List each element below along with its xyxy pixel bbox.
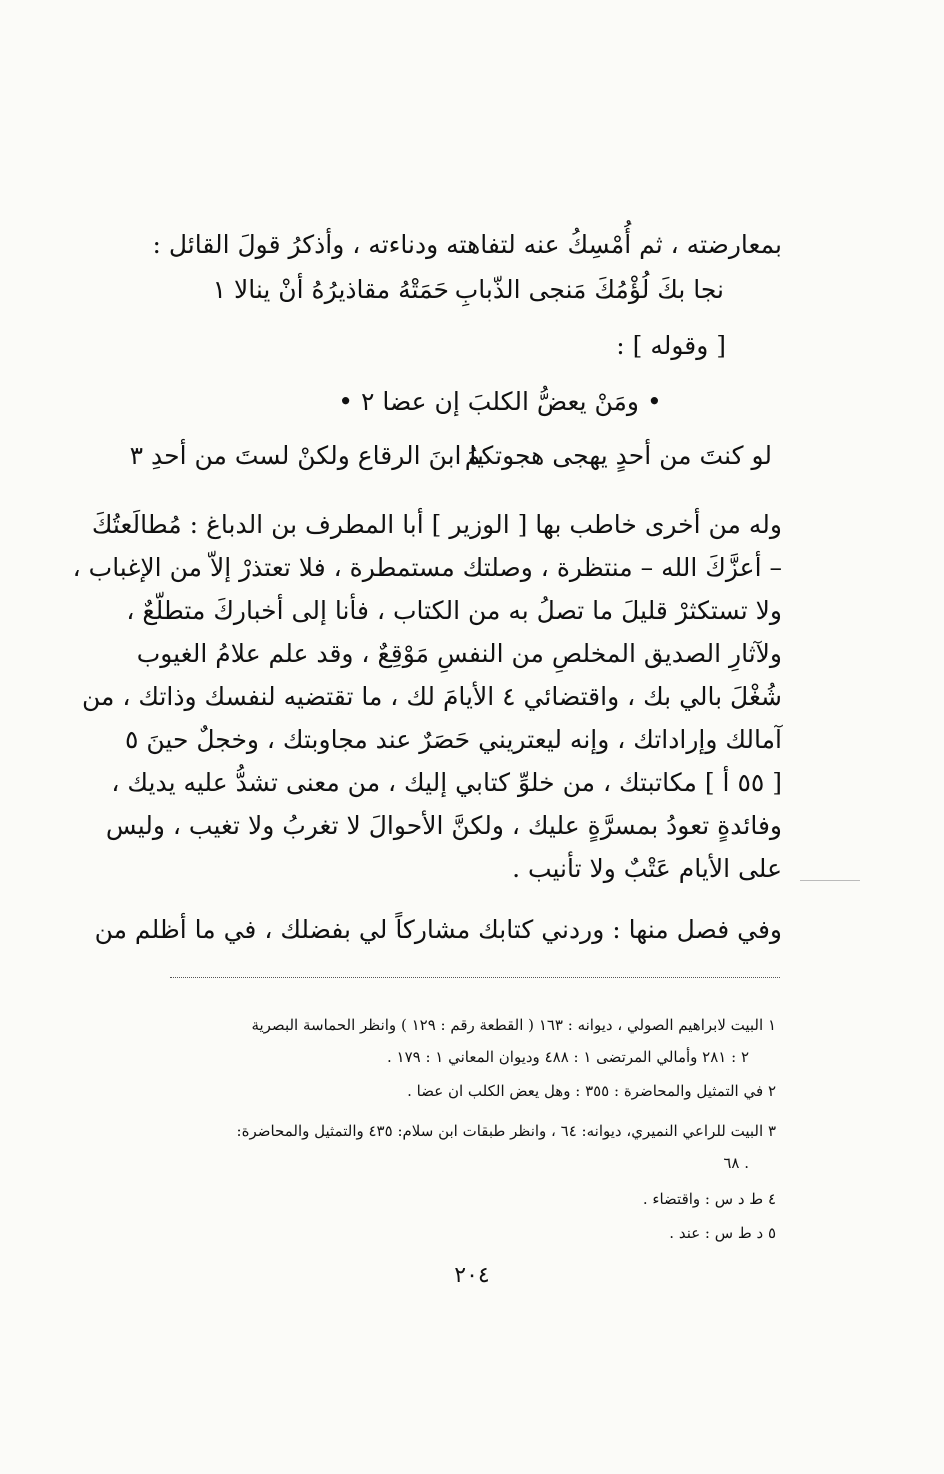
footnote-3-cont: ٦٨ . xyxy=(723,1154,749,1172)
page-number: ٢٠٤ xyxy=(454,1263,490,1288)
verse3-first-hemistich: لو كنتَ من أحدٍ يهجى هجوتكمُ xyxy=(464,441,772,470)
paragraph-line-5: شُغْلَ بالي بك ، واقتضائي ٤ الأيامَ لك ، ما تقتضيه لنفسك وذاتك ، من xyxy=(81,682,782,711)
text-line-1: بمعارضته ، ثم أُمْسِكُ عنه لتفاهته ودناءته ، وأذكرُ قولَ القائل : xyxy=(152,230,782,259)
footnote-1-cont: ٢ : ٢٨١ وأمالي المرتضى ١ : ٤٨٨ وديوان المعاني ١ : ١٧٩ . xyxy=(386,1048,749,1066)
paragraph-line-3: ولا تستكثرْ قليلَ ما تصلُ به من الكتاب ، فأنا إلى أخباركَ متطلّعٌ ، xyxy=(126,596,782,625)
footnote-5: ٥ د ط س : عند . xyxy=(669,1224,776,1242)
paragraph-line-2: – أعزَّكَ الله – منتظرة ، وصلتك مستمطرة ، فلا تعتذرْ إلاّ من الإغباب ، xyxy=(72,553,782,582)
paragraph-line-6: آمالك وإراداتك ، وإنه ليعتريني حَصَرٌ عند مجاوبتك ، وخجلٌ حينَ ٥ xyxy=(125,725,782,754)
verse3-second-hemistich: يا ابنَ الرقاع ولكنْ لستَ من أحدِ ٣ xyxy=(129,441,484,470)
verse1-second-hemistich: حَمَتْهُ مقاذيرُهُ أنْ ينالا ١ xyxy=(212,275,449,304)
paragraph-line-4: ولآثارِ الصديق المخلصِ من النفسِ مَوْقِعٌ ، وقد علم علامُ الغيوب xyxy=(136,639,782,668)
margin-mark xyxy=(800,880,860,881)
footnote-4: ٤ ط د س : واقتضاء . xyxy=(642,1190,776,1208)
paragraph-line-9: على الأيام عَتْبٌ ولا تأنيب . xyxy=(512,854,782,883)
text-line-2: [ وقوله ] : xyxy=(616,331,726,360)
verse2: • ومَنْ يعضُّ الكلبَ إن عضا ٢ • xyxy=(338,387,662,416)
paragraph-line-1: وله من أخرى خاطب بها [ الوزير ] أبا المطرف بن الدباغ : مُطالَعتُكَ xyxy=(91,510,782,539)
footnote-3: ٣ البيت للراعي النميري، ديوانه: ٦٤ ، وانظر طبقات ابن سلام: ٤٣٥ والتمثيل والمحاضرة: xyxy=(236,1122,776,1140)
paragraph-line-8: وفائدةٍ تعودُ بمسرَّةٍ عليك ، ولكنَّ الأحوالَ لا تغربُ ولا تغيب ، وليس xyxy=(105,811,782,840)
paragraph-last-line: وفي فصل منها : وردني كتابك مشاركاً لي بفضلك ، في ما أظلم من xyxy=(94,915,782,944)
footnote-separator xyxy=(170,977,780,978)
paragraph-line-7: [ ٥٥ أ ] مكاتبتك ، من خلوِّ كتابي إليك ، من معنى تشدُّ عليه يديك ، xyxy=(111,768,782,797)
verse1-first-hemistich: نجا بكَ لُؤْمُكَ مَنجى الذّبابِ xyxy=(454,275,724,304)
footnote-1: ١ البيت لابراهيم الصولي ، ديوانه : ١٦٣ ( القطعة رقم : ١٢٩ ) وانظر الحماسة البصرية xyxy=(251,1016,776,1034)
footnote-2: ٢ في التمثيل والمحاضرة : ٣٥٥ : وهل يعض الكلب ان عضا . xyxy=(407,1082,776,1100)
